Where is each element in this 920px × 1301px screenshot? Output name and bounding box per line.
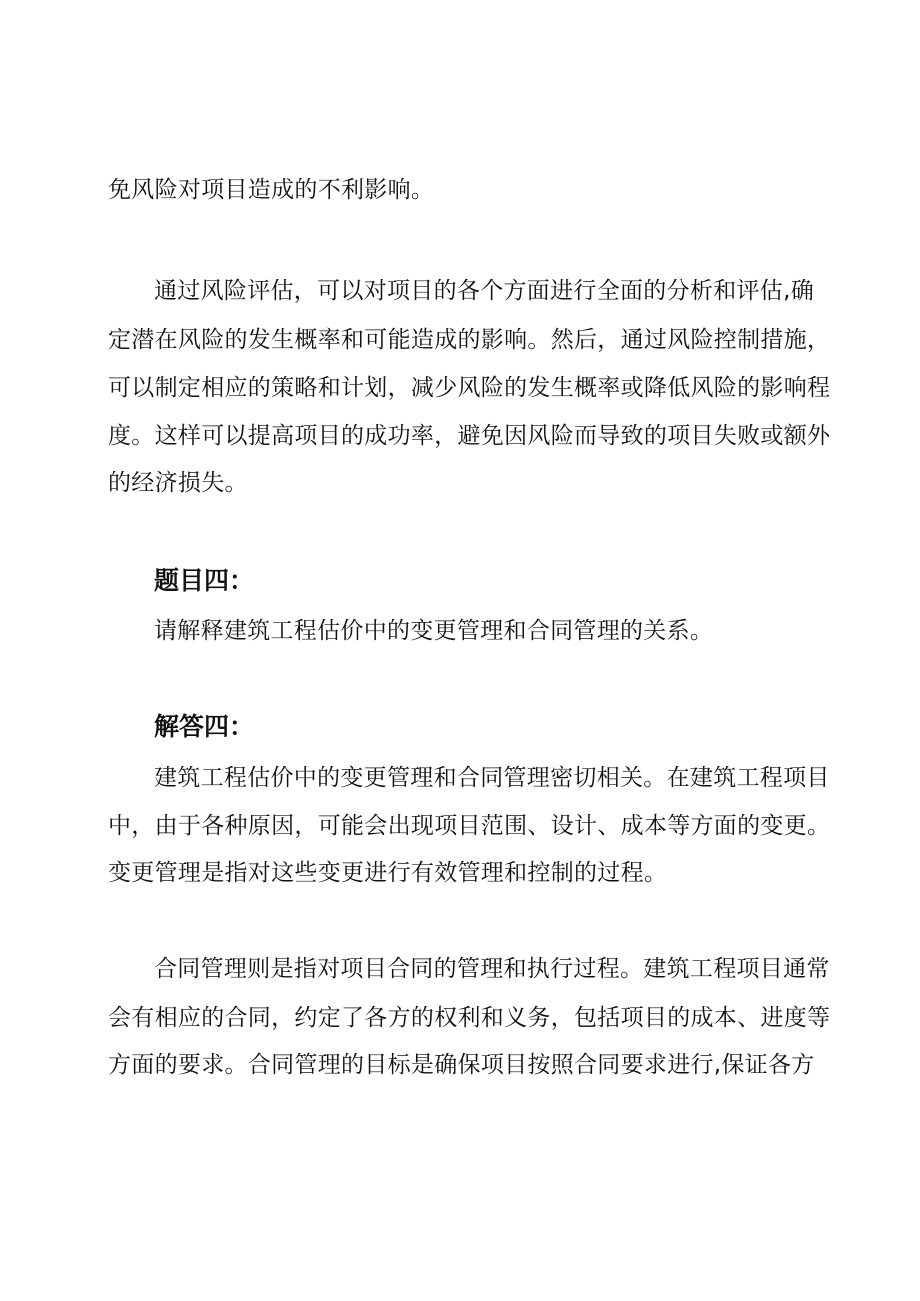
paragraph-line: 定潜在风险的发生概率和可能造成的影响。然后，通过风险控制措施， [108,327,831,353]
question-heading: 题目四： [154,566,255,595]
paragraph-line: 合同管理则是指对项目合同的管理和执行过程。建筑工程项目通常 [154,956,830,982]
paragraph-line: 方面的要求。合同管理的目标是确保项目按照合同要求进行,保证各方 [108,1052,815,1078]
paragraph-line: 会有相应的合同，约定了各方的权利和义务，包括项目的成本、进度等 [108,1005,831,1031]
paragraph-line: 度。这样可以提高项目的成功率，避免因风险而导致的项目失败或额外 [108,423,831,449]
question-text: 请解释建筑工程估价中的变更管理和合同管理的关系。 [154,618,714,644]
paragraph-line: 的经济损失。 [108,470,248,496]
paragraph-line: 中，由于各种原因，可能会出现项目范围、设计、成本等方面的变更。 [108,813,831,839]
paragraph-line: 通过风险评估，可以对项目的各个方面进行全面的分析和评估,确 [154,278,815,304]
answer-heading: 解答四： [154,712,255,741]
paragraph-line: 可以制定相应的策略和计划，减少风险的发生概率或降低风险的影响程 [108,375,831,401]
paragraph-line: 免风险对项目造成的不利影响。 [108,177,435,203]
paragraph-line: 变更管理是指对这些变更进行有效管理和控制的过程。 [108,860,668,886]
paragraph-line: 建筑工程估价中的变更管理和合同管理密切相关。在建筑工程项目 [154,765,830,791]
